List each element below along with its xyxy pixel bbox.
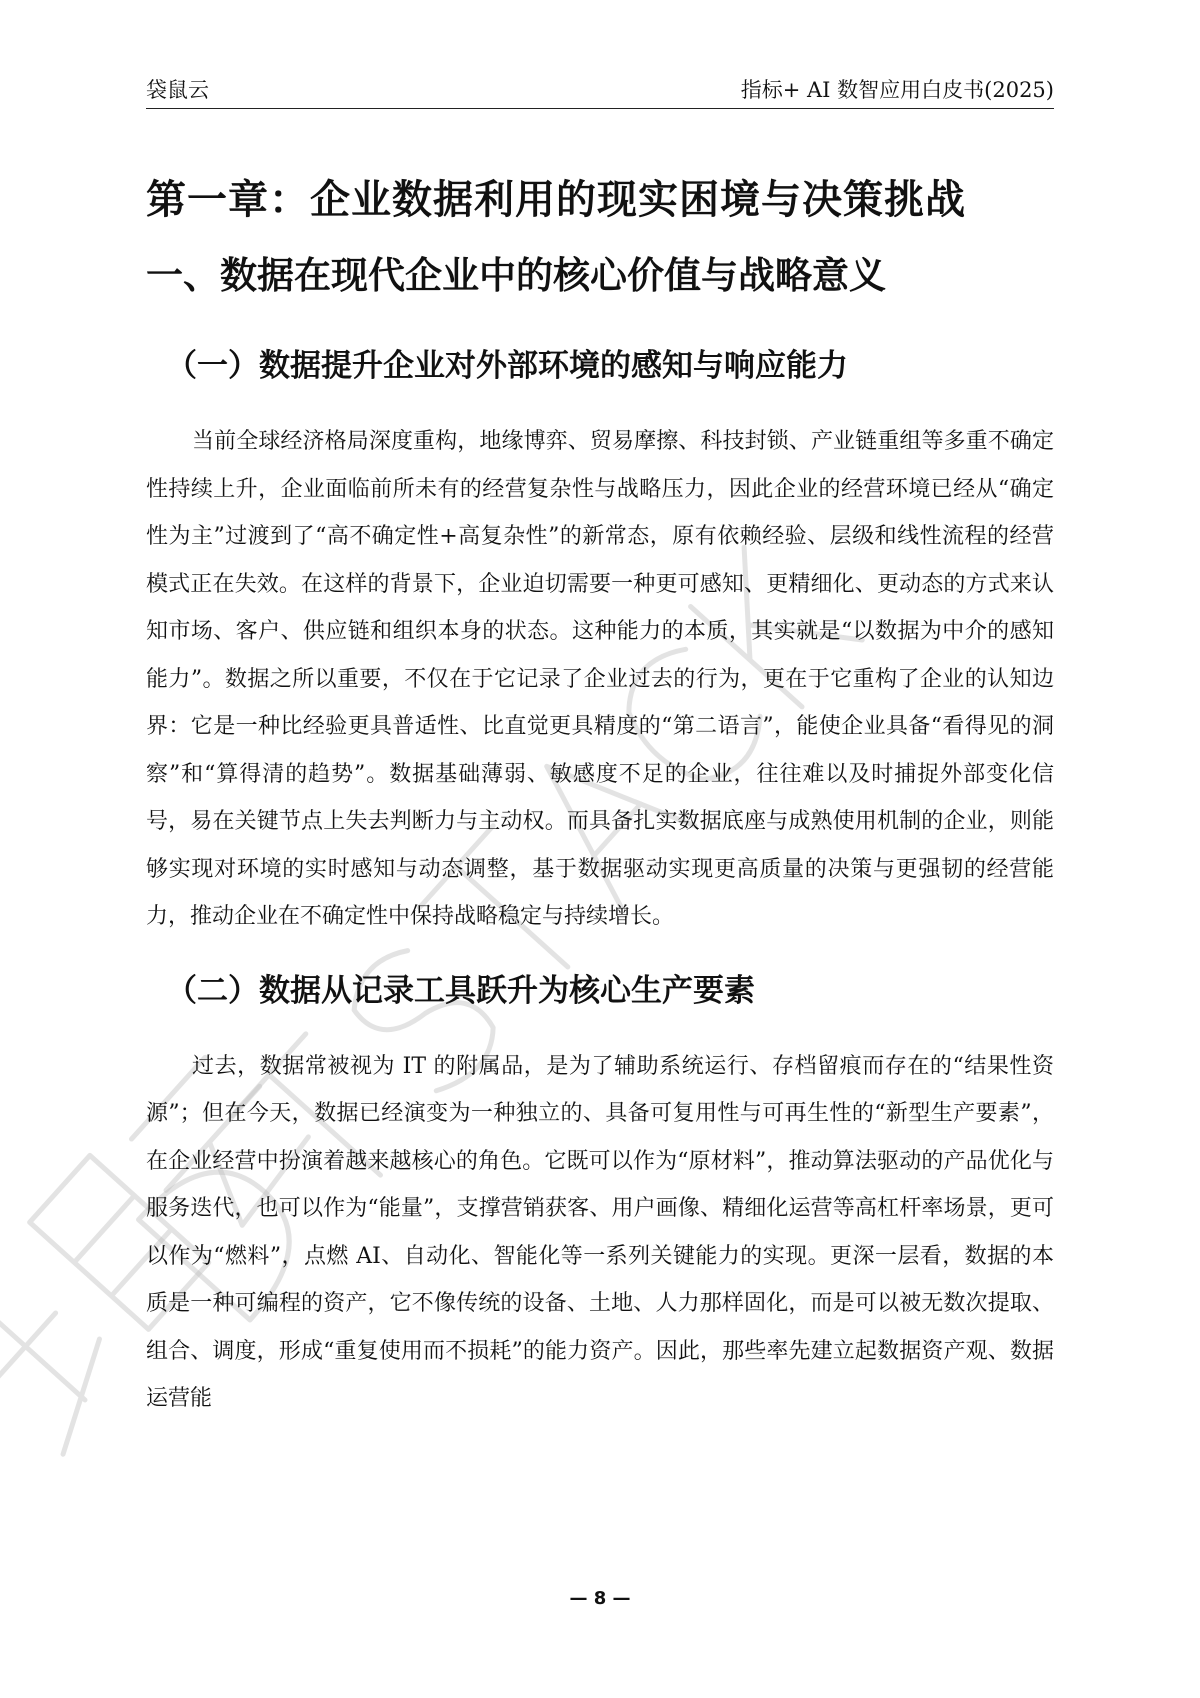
subsection-title-1: （一）数据提升企业对外部环境的感知与响应能力 <box>166 348 848 384</box>
header-brand: 袋鼠云 <box>146 78 209 102</box>
paragraph-2: 过去，数据常被视为 IT 的附属品，是为了辅助系统运行、存档留痕而存在的“结果性资源”；但在今天，数据已经演变为一种独立的、具备可复用性与可再生性的“新型生产要素”，在企业经营中扮演着越来越核心的角色。它既可以作为“原材料”，推动算法驱动的产品优化与服务迭代，也可以作为“能量”，支撑营销获客、用户画像、精细化运营等高杠杆率场景，更可以作为“燃料”，点燃 AI、自动化、智能化等一系列关键能力的实现。更深一层看，数据的本质是一种可编程的资产，它不像传统的设备、土地、人力那样固化，而是可以被无数次提取、组合、调度，形成“重复使用而不损耗”的能力资产。因此，那些率先建立起数据资产观、数据运营能 <box>146 1053 1054 1411</box>
chapter-title: 第一章：企业数据利用的现实困境与决策挑战 <box>146 177 966 223</box>
page-content <box>146 170 1054 1423</box>
page-header <box>146 68 1054 109</box>
subsection-title-2: （二）数据从记录工具跃升为核心生产要素 <box>166 972 755 1009</box>
section-title: 一、数据在现代企业中的核心价值与战略意义 <box>146 254 886 297</box>
page-number: — 8 — <box>569 1588 631 1609</box>
paragraph-1: 当前全球经济格局深度重构，地缘博弈、贸易摩擦、科技封锁、产业链重组等多重不确定性持续上升，企业面临前所未有的经营复杂性与战略压力，因此企业的经营环境已经从“确定性为主”过渡到了“高不确定性+高复杂性”的新常态，原有依赖经验、层级和线性流程的经营模式正在失效。在这样的背景下，企业迫切需要一种更可感知、更精细化、更动态的方式来认知市场、客户、供应链和组织本身的状态。这种能力的本质，其实就是“以数据为中介的感知能力”。数据之所以重要，不仅在于它记录了企业过去的行为，更在于它重构了企业的认知边界：它是一种比经验更具普适性、比直觉更具精度的“第二语言”，能使企业具备“看得见的洞察”和“算得清的趋势”。数据基础薄弱、敏感度不足的企业，往往难以及时捕捉外部变化信号，易在关键节点上失去判断力与主动权。而具备扎实数据底座与成熟使用机制的企业，则能够实现对环境的实时感知与动态调整，基于数据驱动实现更高质量的决策与更强韧的经营能力，推动企业在不确定性中保持战略稳定与持续增长。 <box>146 429 1054 929</box>
header-document-title: 指标+ AI 数智应用白皮书(2025) <box>740 78 1054 102</box>
